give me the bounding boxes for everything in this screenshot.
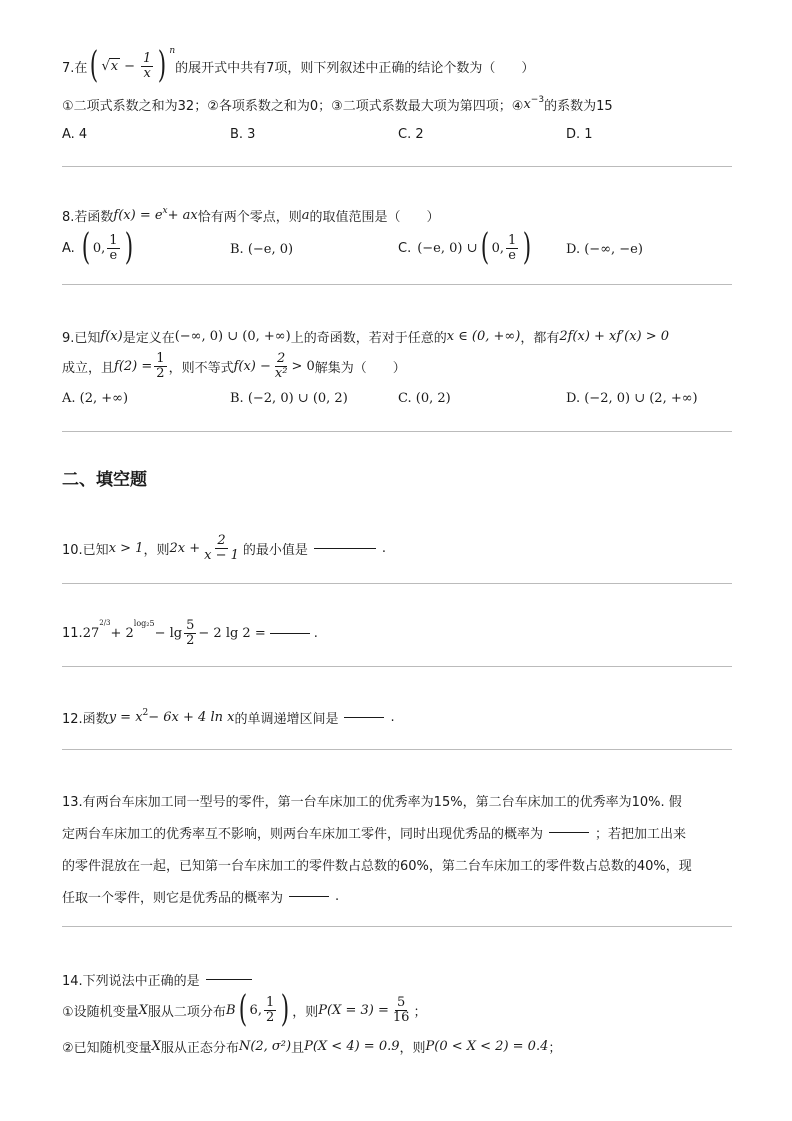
q12-stem: 12.函数 y = x $^2$ − 6x + 4 ln x 的单调递增区间是 . (62, 708, 395, 727)
q9-option-b: B. (−2, 0) ∪ (0, 2) (230, 391, 348, 406)
answer-blank[interactable] (344, 717, 384, 718)
answer-blank[interactable] (314, 548, 376, 549)
q7-option-b: B. 3 (230, 127, 256, 142)
q7-fraction: $\frac{1}{x}$ (143, 50, 152, 81)
q8-stem: 8.若函数 f(x) = e $^x$ + ax 恰有两个零点，则 a 的取值范围是（ ） (62, 206, 440, 225)
q7-statements: ①二项式系数之和为32；②各项系数之和为0；③二项式系数最大项为第四项；④ x $^{-3}$ 的系数为15 (62, 95, 613, 114)
q9-option-c: C. (0, 2) (398, 391, 451, 406)
q8-option-d: D. (−∞, −e) (566, 242, 643, 257)
q13-line2: 定两台车床加工的优秀率互不影响，则两台车床加工零件，同时出现优秀品的概率为 ；若把加工出来 (62, 827, 687, 842)
q9-option-a: A. (2, +∞) (62, 391, 129, 406)
q13-line3: 的零件混放在一起，已知第一台车床加工的零件数占总数的60%，第二台车床加工的零件数占总数的40%，现 (62, 859, 692, 874)
q13-line4: 任取一个零件，则它是优秀品的概率为 . (62, 889, 340, 906)
left-paren: ( (90, 45, 99, 86)
q14-stem: 14.下列说法中正确的是 (62, 970, 252, 989)
divider (62, 583, 732, 584)
q14-statement-2: ②已知随机变量 X 服从正态分布 N(2, σ²) 且 P(X < 4) = 0.9 ，则 P(0 < X < 2) = 0.4 ； (62, 1039, 562, 1056)
answer-blank[interactable] (270, 633, 310, 634)
q8-option-c: C. (−e, 0) ∪ ( 0, $\frac{1}{e}$ ) (398, 227, 532, 268)
q7-option-a: A. 4 (62, 127, 88, 142)
q9-line2: 成立，且 f(2) = $\frac{1}{2}$ ，则不等式 f(x) − $\frac{2}{\text{x²}}$ > 0 解集为（ ） (62, 351, 406, 381)
q7-option-d: D. 1 (566, 127, 593, 142)
divider (62, 926, 732, 927)
q9-option-d: D. (−2, 0) ∪ (2, +∞) (566, 391, 698, 406)
answer-blank[interactable] (549, 832, 589, 833)
divider (62, 749, 732, 750)
q13-line1: 13.有两台车床加工同一型号的零件，第一台车床加工的优秀率为15%，第二台车床加工的优秀率为10%. 假 (62, 795, 682, 810)
divider (62, 666, 732, 667)
q11-stem: 11. 27 $^{2/3}$ + 2 $^{log_25}$ − lg $\frac{5}{2}$ − 2 lg 2 = . (62, 618, 318, 648)
divider (62, 166, 732, 167)
q8-option-b: B. (−e, 0) (230, 242, 294, 257)
q9-line1: 9.已知 f(x) 是定义在 (−∞, 0) ∪ (0, +∞) 上的奇函数，若对于任意的 x ∈ (0, +∞) ，都有 2f(x) + xf′(x) > 0 (62, 329, 670, 346)
divider (62, 284, 732, 285)
section-heading: 二、填空题 (62, 470, 147, 490)
answer-blank[interactable] (206, 979, 252, 980)
q14-statement-1: ①设随机变量 X 服从二项分布 B ( 6, $\frac{1}{2}$ ) ，则 P(X = 3) = $\frac{5}{16}$ ； (62, 989, 427, 1030)
q7-stem: 7.在 ( √ x − $\frac{1}{x}$ ) $^n$ 的展开式中共有7项，则下列叙述中正确的结论个数为（ ） (62, 45, 535, 86)
answer-blank[interactable] (289, 896, 329, 897)
divider (62, 431, 732, 432)
q10-stem: 10.已知 x > 1 ，则 2x + $\frac{2}{x - 1}$ 的最小值是 . (62, 533, 387, 563)
q8-option-a: A. ( 0, $\frac{1}{e}$ ) (62, 227, 133, 268)
q7-option-c: C. 2 (398, 127, 424, 142)
right-paren: ) (158, 45, 167, 86)
